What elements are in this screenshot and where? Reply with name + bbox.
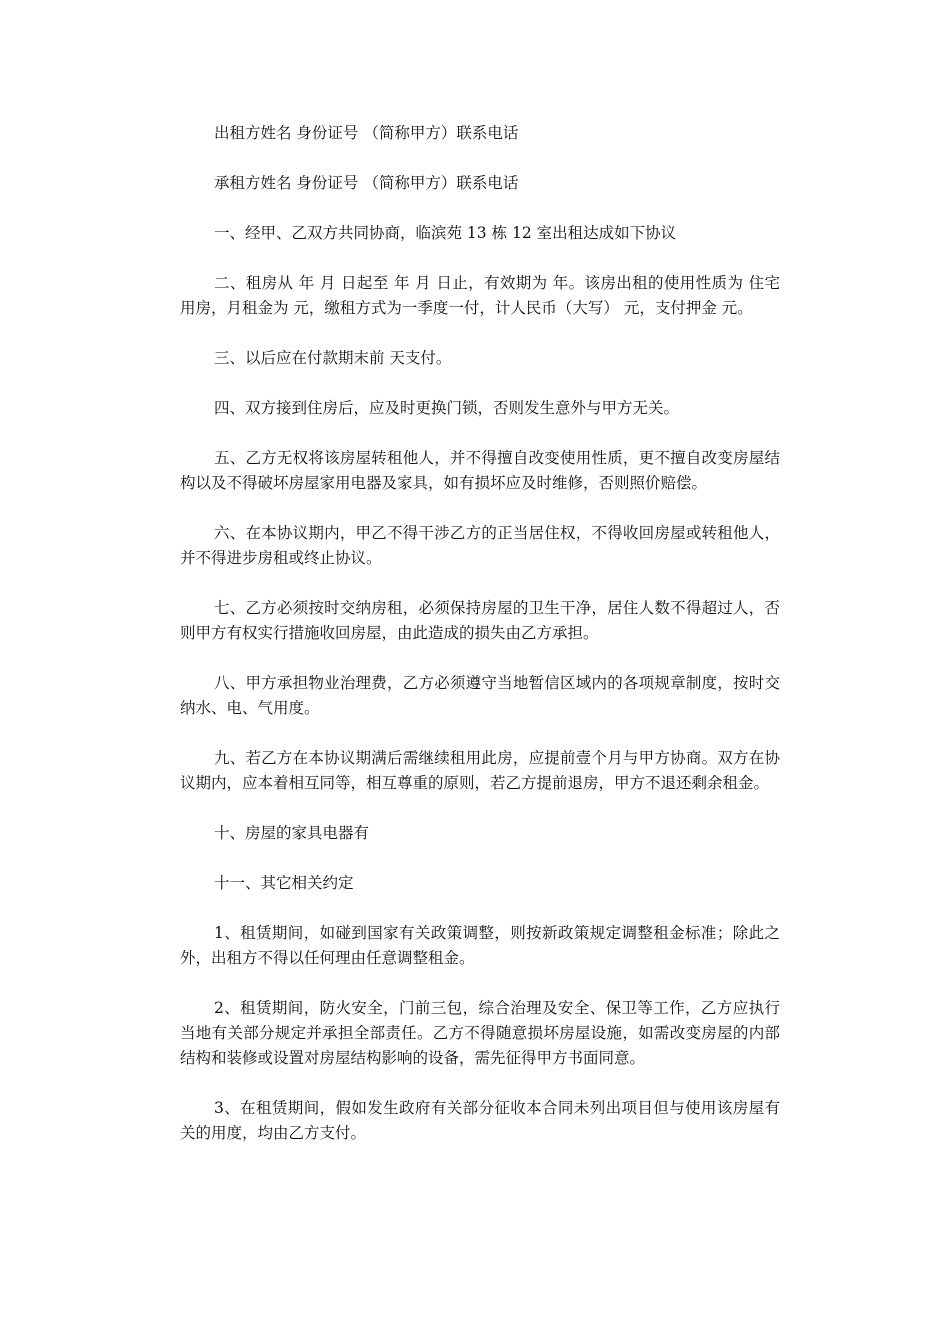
clause-2: 二、租房从 年 月 日起至 年 月 日止，有效期为 年。该房出租的使用性质为 住宅用房，月租金为 元，缴租方式为一季度一付，计人民币（大写） 元，支付押金 元。: [180, 274, 780, 317]
document-body: [180, 121, 780, 1171]
clause-3: 三、以后应在付款期末前 天支付。: [214, 349, 452, 367]
clause-10: 十、房屋的家具电器有: [214, 824, 370, 842]
clause-4: 四、双方接到住房后，应及时更换门锁，否则发生意外与甲方无关。: [214, 399, 680, 417]
sub-clause-1: 1、租赁期间，如碰到国家有关政策调整，则按新政策规定调整租金标准；除此之外，出租方不得以任何理由任意调整租金。: [180, 924, 780, 967]
clause-7: 七、乙方必须按时交纳房租，必须保持房屋的卫生干净，居住人数不得超过人，否则甲方有权实行措施收回房屋，由此造成的损失由乙方承担。: [180, 599, 780, 642]
clause-9: 九、若乙方在本协议期满后需继续租用此房，应提前壹个月与甲方协商。双方在协议期内，应本着相互同等，相互尊重的原则，若乙方提前退房，甲方不退还剩余租金。: [180, 749, 780, 792]
clause-1: 一、经甲、乙双方共同协商，临滨苑 13 栋 12 室出租达成如下协议: [214, 224, 677, 242]
clause-5: 五、乙方无权将该房屋转租他人，并不得擅自改变使用性质，更不擅自改变房屋结构以及不得破坏房屋家用电器及家具，如有损坏应及时维修，否则照价赔偿。: [180, 449, 780, 492]
sub-clause-2: 2、租赁期间，防火安全，门前三包，综合治理及安全、保卫等工作，乙方应执行当地有关部分规定并承担全部责任。乙方不得随意损坏房屋设施，如需改变房屋的内部结构和装修或设置对房屋结构影响的设备，需先征得甲方书面同意。: [180, 999, 780, 1067]
paragraph-lessor-info: 出租方姓名 身份证号 （简称甲方）联系电话: [214, 124, 519, 142]
sub-clause-3: 3、在租赁期间，假如发生政府有关部分征收本合同未列出项目但与使用该房屋有关的用度，均由乙方支付。: [180, 1099, 780, 1142]
clause-6: 六、在本协议期内，甲乙不得干涉乙方的正当居住权，不得收回房屋或转租他人，并不得进步房租或终止协议。: [180, 524, 780, 567]
clause-8: 八、甲方承担物业治理费，乙方必须遵守当地暂信区域内的各项规章制度，按时交纳水、电、气用度。: [180, 674, 780, 717]
clause-11: 十一、其它相关约定: [214, 874, 354, 892]
paragraph-lessee-info: 承租方姓名 身份证号 （简称甲方）联系电话: [214, 174, 519, 192]
